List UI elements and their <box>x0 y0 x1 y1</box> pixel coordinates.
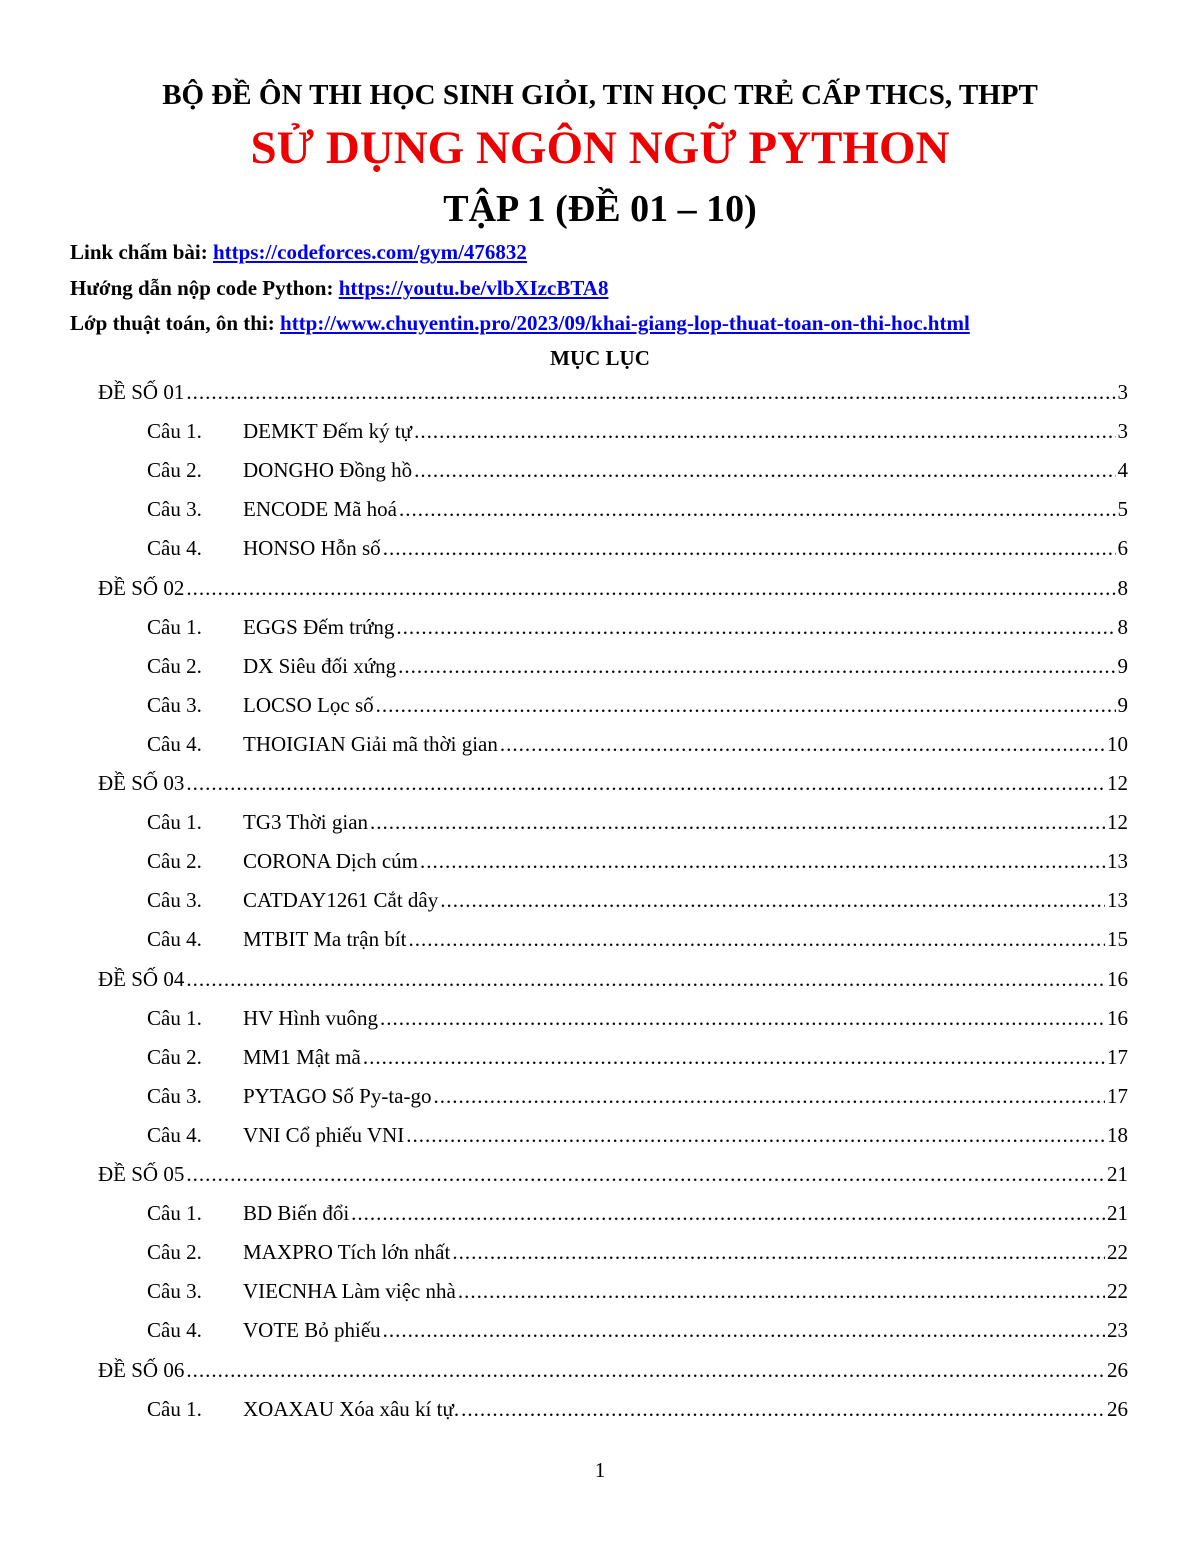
toc-entry-page: 21 <box>1107 1201 1128 1225</box>
toc-heading: MỤC LỤC <box>550 346 650 370</box>
toc-entry-number: Câu 3. <box>147 497 202 521</box>
toc-entry-title: MAXPRO Tích lớn nhất <box>243 1240 451 1264</box>
toc-dot-leader <box>383 1316 1105 1344</box>
toc-entry-page: 22 <box>1107 1279 1128 1303</box>
toc-section-entry[interactable] <box>98 1356 1128 1384</box>
toc-entry-page: 26 <box>1107 1358 1128 1382</box>
toc-entry-title: LOCSO Lọc số <box>243 693 374 717</box>
toc-entry-number: Câu 2. <box>147 1045 202 1069</box>
toc-question-entry[interactable] <box>147 1043 1128 1071</box>
submit-guide-line <box>70 274 608 302</box>
toc-entry-number: Câu 3. <box>147 1279 202 1303</box>
toc-dot-leader <box>351 1199 1105 1227</box>
toc-question-entry[interactable] <box>147 691 1128 719</box>
toc-entry-number: Câu 4. <box>147 732 202 756</box>
toc-question-entry[interactable] <box>147 495 1128 523</box>
toc-entry-number: Câu 1. <box>147 810 202 834</box>
toc-entry-page: 26 <box>1107 1397 1128 1421</box>
toc-entry-title: BD Biến đổi <box>243 1201 350 1225</box>
toc-entry-title: MTBIT Ma trận bít <box>243 927 407 951</box>
toc-entry-page: 12 <box>1107 810 1128 834</box>
grading-link[interactable]: https://codeforces.com/gym/476832 <box>212 240 527 264</box>
class-link-line <box>70 309 970 337</box>
toc-question-entry[interactable] <box>147 1316 1128 1344</box>
toc-dot-leader <box>458 1277 1105 1305</box>
toc-dot-leader <box>409 925 1105 953</box>
toc-entry-page: 13 <box>1107 849 1128 873</box>
document-volume-title: TẬP 1 (ĐỀ 01 – 10) <box>443 188 757 230</box>
toc-entry-number: Câu 4. <box>147 1318 202 1342</box>
toc-section-entry[interactable] <box>98 378 1128 406</box>
toc-dot-leader <box>383 534 1116 562</box>
toc-entry-title: VIECNHA Làm việc nhà <box>243 1279 456 1303</box>
toc-entry-page: 13 <box>1107 888 1128 912</box>
toc-entry-title: ĐỀ SỐ 05 <box>98 1162 185 1186</box>
toc-entry-number: Câu 4. <box>147 1123 202 1147</box>
toc-dot-leader <box>376 691 1116 719</box>
toc-entry-page: 15 <box>1107 927 1128 951</box>
toc-entry-page: 12 <box>1107 771 1128 795</box>
class-link-label: Lớp thuật toán, ôn thi: <box>70 311 281 335</box>
toc-question-entry[interactable] <box>147 1199 1128 1227</box>
toc-entry-title: VNI Cổ phiếu VNI <box>243 1123 405 1147</box>
toc-entry-page: 10 <box>1107 732 1128 756</box>
toc-entry-title: TG3 Thời gian <box>243 810 369 834</box>
toc-entry-title: HV Hình vuông <box>243 1006 378 1030</box>
toc-entry-title: DEMKT Đếm ký tự <box>243 419 413 443</box>
toc-dot-leader <box>399 495 1116 523</box>
toc-dot-leader <box>461 1395 1105 1423</box>
toc-dot-leader <box>186 1160 1105 1188</box>
toc-entry-page: 3 <box>1117 380 1128 404</box>
toc-entry-page: 17 <box>1107 1045 1128 1069</box>
toc-dot-leader <box>420 847 1105 875</box>
toc-entry-title: XOAXAU Xóa xâu kí tự. <box>243 1397 460 1421</box>
toc-entry-number: Câu 1. <box>147 1201 202 1225</box>
toc-entry-page: 16 <box>1107 1006 1128 1030</box>
toc-entry-number: Câu 1. <box>147 1397 202 1421</box>
toc-entry-number: Câu 3. <box>147 1084 202 1108</box>
toc-section-entry[interactable] <box>98 965 1128 993</box>
toc-question-entry[interactable] <box>147 652 1128 680</box>
toc-section-entry[interactable] <box>98 1160 1128 1188</box>
toc-dot-leader <box>414 456 1115 484</box>
toc-question-entry[interactable] <box>147 847 1128 875</box>
toc-entry-number: Câu 2. <box>147 654 202 678</box>
toc-question-entry[interactable] <box>147 417 1128 445</box>
toc-entry-title: CATDAY1261 Cắt dây <box>243 888 439 912</box>
toc-entry-number: Câu 3. <box>147 888 202 912</box>
toc-entry-page: 22 <box>1107 1240 1128 1264</box>
toc-question-entry[interactable] <box>147 1395 1128 1423</box>
toc-dot-leader <box>398 652 1115 680</box>
class-link[interactable]: http://www.chuyentin.pro/2023/09/khai-giang-lop-thuat-toan-on-thi-hoc.html <box>280 311 970 335</box>
toc-entry-page: 21 <box>1107 1162 1128 1186</box>
toc-dot-leader <box>414 417 1115 445</box>
toc-dot-leader <box>186 965 1105 993</box>
toc-dot-leader <box>396 613 1115 641</box>
toc-entry-title: VOTE Bỏ phiếu <box>243 1318 381 1342</box>
toc-question-entry[interactable] <box>147 1277 1128 1305</box>
submit-guide-label: Hướng dẫn nộp code Python: <box>70 276 339 300</box>
toc-entry-page: 8 <box>1117 576 1128 600</box>
toc-dot-leader <box>186 769 1105 797</box>
toc-question-entry[interactable] <box>147 1238 1128 1266</box>
toc-dot-leader <box>406 1121 1105 1149</box>
submit-guide-link[interactable]: https://youtu.be/vlbXIzcBTA8 <box>338 276 609 300</box>
toc-question-entry[interactable] <box>147 456 1128 484</box>
toc-dot-leader <box>186 378 1115 406</box>
toc-entry-title: ENCODE Mã hoá <box>243 497 397 521</box>
toc-dot-leader <box>500 730 1105 758</box>
toc-entry-title: ĐỀ SỐ 06 <box>98 1358 185 1382</box>
toc-question-entry[interactable] <box>147 925 1128 953</box>
toc-entry-number: Câu 2. <box>147 849 202 873</box>
toc-entry-title: ĐỀ SỐ 03 <box>98 771 185 795</box>
toc-entry-number: Câu 1. <box>147 615 202 639</box>
grading-link-label: Link chấm bài: <box>70 240 213 264</box>
toc-entry-page: 18 <box>1107 1123 1128 1147</box>
toc-entry-page: 3 <box>1117 419 1128 443</box>
toc-entry-title: ĐỀ SỐ 01 <box>98 380 185 404</box>
toc-entry-title: MM1 Mật mã <box>243 1045 361 1069</box>
toc-question-entry[interactable] <box>147 808 1128 836</box>
toc-entry-page: 8 <box>1117 615 1128 639</box>
toc-entry-page: 9 <box>1117 693 1128 717</box>
toc-entry-title: DX Siêu đối xứng <box>243 654 397 678</box>
page-number: 1 <box>594 1458 606 1482</box>
toc-entry-title: PYTAGO Số Py-ta-go <box>243 1084 432 1108</box>
toc-entry-title: ĐỀ SỐ 02 <box>98 576 185 600</box>
toc-entry-page: 5 <box>1117 497 1128 521</box>
toc-entry-number: Câu 3. <box>147 693 202 717</box>
toc-section-entry[interactable] <box>98 769 1128 797</box>
toc-question-entry[interactable] <box>147 613 1128 641</box>
toc-dot-leader <box>440 886 1105 914</box>
toc-entry-title: EGGS Đếm trứng <box>243 615 395 639</box>
toc-dot-leader <box>186 1356 1105 1384</box>
grading-link-line <box>70 238 527 266</box>
toc-entry-number: Câu 1. <box>147 419 202 443</box>
toc-question-entry[interactable] <box>147 534 1128 562</box>
toc-entry-page: 9 <box>1117 654 1128 678</box>
toc-entry-page: 23 <box>1107 1318 1128 1342</box>
toc-entry-number: Câu 2. <box>147 458 202 482</box>
toc-entry-page: 4 <box>1117 458 1128 482</box>
toc-entry-page: 6 <box>1117 536 1128 560</box>
toc-entry-title: ĐỀ SỐ 04 <box>98 967 185 991</box>
toc-dot-leader <box>363 1043 1105 1071</box>
toc-entry-title: CORONA Dịch cúm <box>243 849 418 873</box>
toc-entry-title: THOIGIAN Giải mã thời gian <box>243 732 498 756</box>
document-title-line1: BỘ ĐỀ ÔN THI HỌC SINH GIỎI, TIN HỌC TRẺ CẤP THCS, THPT <box>162 79 1038 111</box>
document-title-python: SỬ DỤNG NGÔN NGỮ PYTHON <box>250 122 950 174</box>
toc-question-entry[interactable] <box>147 1121 1128 1149</box>
toc-entry-title: HONSO Hỗn số <box>243 536 381 560</box>
toc-question-entry[interactable] <box>147 1082 1128 1110</box>
toc-dot-leader <box>370 808 1105 836</box>
toc-entry-number: Câu 2. <box>147 1240 202 1264</box>
toc-entry-number: Câu 1. <box>147 1006 202 1030</box>
toc-entry-page: 16 <box>1107 967 1128 991</box>
toc-entry-number: Câu 4. <box>147 927 202 951</box>
toc-dot-leader <box>380 1004 1105 1032</box>
toc-question-entry[interactable] <box>147 1004 1128 1032</box>
toc-entry-page: 17 <box>1107 1084 1128 1108</box>
toc-entry-number: Câu 4. <box>147 536 202 560</box>
toc-question-entry[interactable] <box>147 730 1128 758</box>
toc-dot-leader <box>452 1238 1105 1266</box>
toc-dot-leader <box>186 574 1115 602</box>
toc-dot-leader <box>434 1082 1106 1110</box>
toc-section-entry[interactable] <box>98 574 1128 602</box>
toc-question-entry[interactable] <box>147 886 1128 914</box>
toc-entry-title: DONGHO Đồng hồ <box>243 458 413 482</box>
